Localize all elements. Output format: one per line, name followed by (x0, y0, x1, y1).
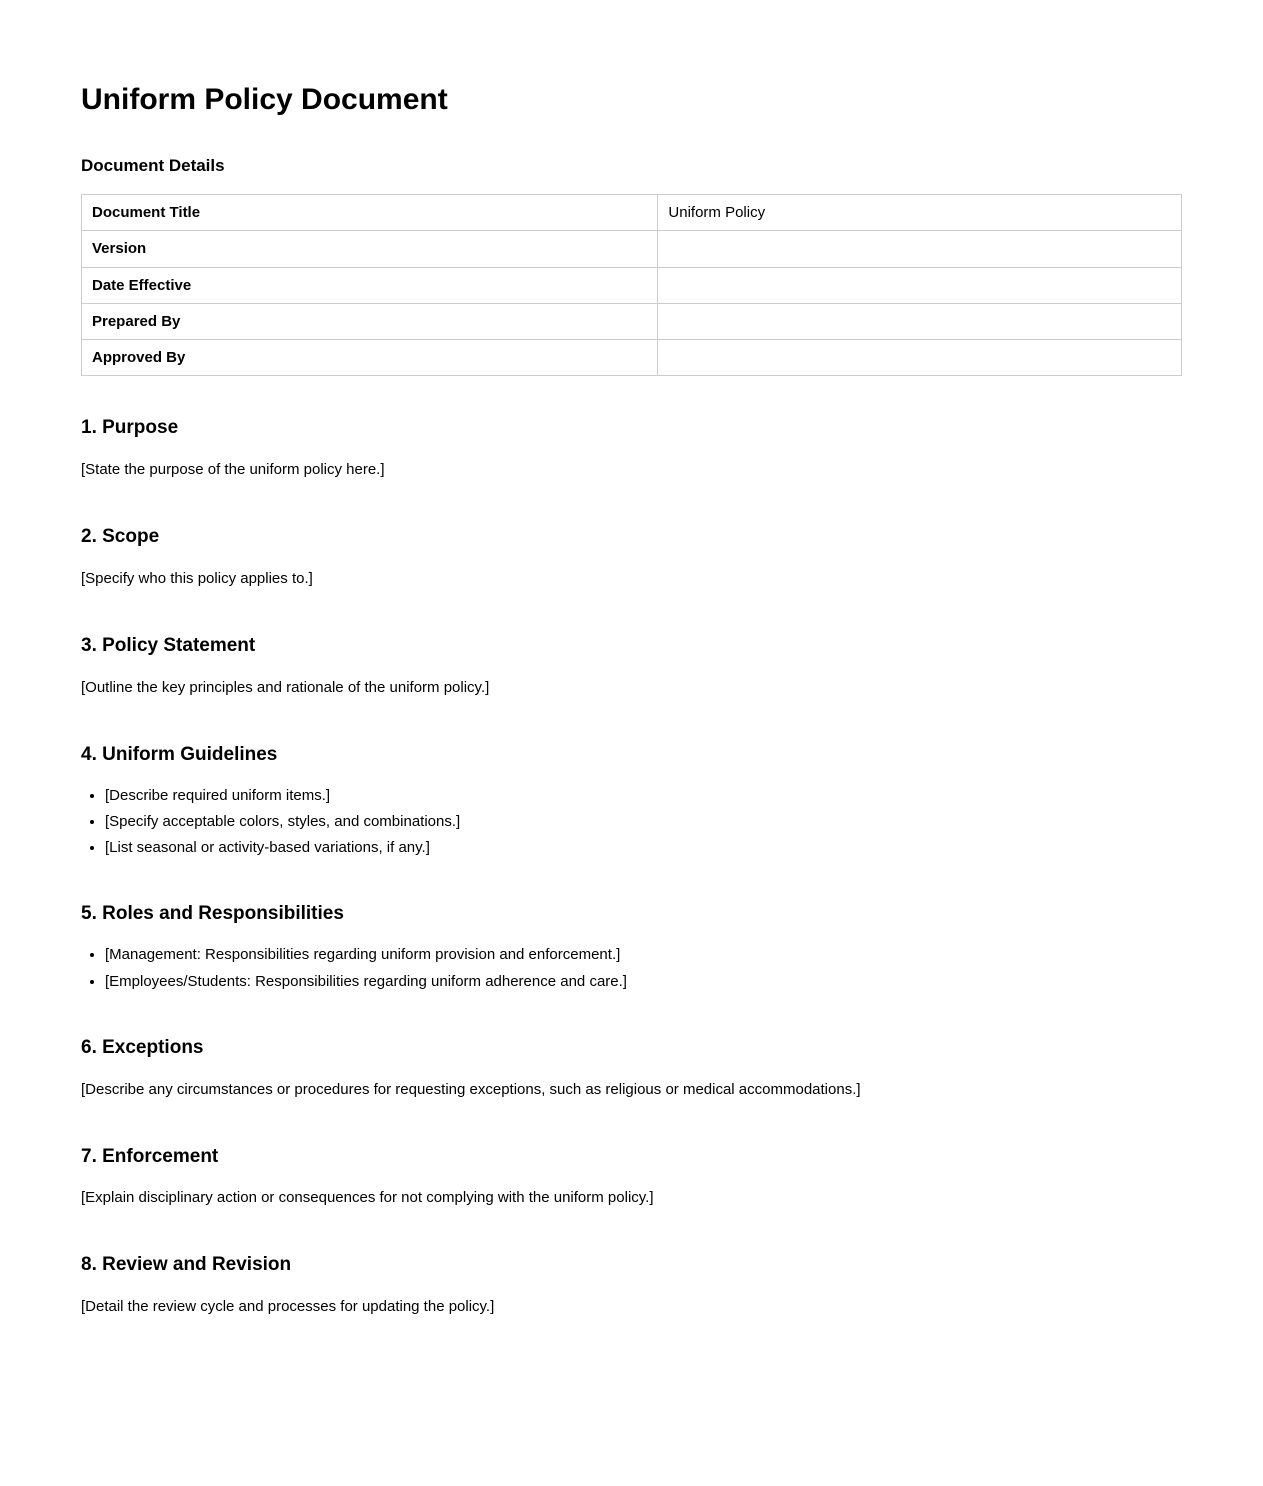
section-paragraph-enforcement: [Explain disciplinary action or consequences for not complying with the uniform policy.] (81, 1189, 654, 1207)
section-heading-uniform-guidelines: 4. Uniform Guidelines (81, 743, 278, 765)
section-heading-policy-statement: 3. Policy Statement (81, 634, 256, 656)
section-paragraph-exceptions: [Describe any circumstances or procedures for requesting exceptions, such as religious or medical accommodations.] (81, 1080, 861, 1098)
section-exceptions (81, 1037, 1182, 1099)
detail-value-version (658, 231, 1182, 267)
section-heading-roles-responsibilities: 5. Roles and Responsibilities (81, 903, 344, 925)
list-item: • [Employees/Students: Responsibilities regarding uniform adherence and care.] (105, 973, 1182, 990)
detail-value-date-effective (658, 267, 1182, 303)
table-row (82, 231, 1182, 267)
section-roles-responsibilities (81, 903, 1182, 989)
detail-label-document-title: Document Title (82, 195, 658, 231)
detail-value-prepared-by (658, 303, 1182, 339)
section-enforcement (81, 1146, 1182, 1208)
section-paragraph-purpose: [State the purpose of the uniform policy here.] (81, 461, 385, 479)
detail-label-approved-by: Approved By (82, 340, 658, 376)
section-paragraph-scope: [Specify who this policy applies to.] (81, 569, 313, 587)
section-scope (81, 526, 1182, 588)
section-purpose (81, 417, 1182, 479)
table-row (82, 303, 1182, 339)
detail-label-prepared-by: Prepared By (82, 303, 658, 339)
section-paragraph-review-revision: [Detail the review cycle and processes for updating the policy.] (81, 1298, 495, 1316)
section-heading-enforcement: 7. Enforcement (81, 1145, 219, 1167)
details-heading: Document Details (81, 155, 225, 175)
section-heading-purpose: 1. Purpose (81, 417, 179, 439)
section-paragraph-policy-statement: [Outline the key principles and rationale of the uniform policy.] (81, 678, 490, 696)
table-row (82, 340, 1182, 376)
section-heading-scope: 2. Scope (81, 526, 160, 548)
list-item: • [Describe required uniform items.] (105, 787, 1182, 804)
page-title: Uniform Policy Document (81, 83, 448, 116)
detail-label-version: Version (82, 231, 658, 267)
table-row (82, 267, 1182, 303)
section-policy-statement (81, 635, 1182, 697)
list-item: • [Management: Responsibilities regarding uniform provision and enforcement.] (105, 946, 1182, 963)
detail-value-approved-by (658, 340, 1182, 376)
detail-label-date-effective: Date Effective (82, 267, 658, 303)
section-heading-exceptions: 6. Exceptions (81, 1036, 204, 1058)
uniform-guidelines-list (81, 787, 1182, 857)
list-item: • [Specify acceptable colors, styles, and combinations.] (105, 813, 1182, 830)
section-uniform-guidelines (81, 744, 1182, 857)
list-item: • [List seasonal or activity-based variations, if any.] (105, 839, 1182, 856)
detail-value-document-title: Uniform Policy (658, 195, 1182, 231)
details-table (81, 194, 1182, 376)
section-review-revision (81, 1254, 1182, 1316)
table-row (82, 195, 1182, 231)
roles-responsibilities-list (81, 946, 1182, 990)
section-heading-review-revision: 8. Review and Revision (81, 1254, 292, 1276)
